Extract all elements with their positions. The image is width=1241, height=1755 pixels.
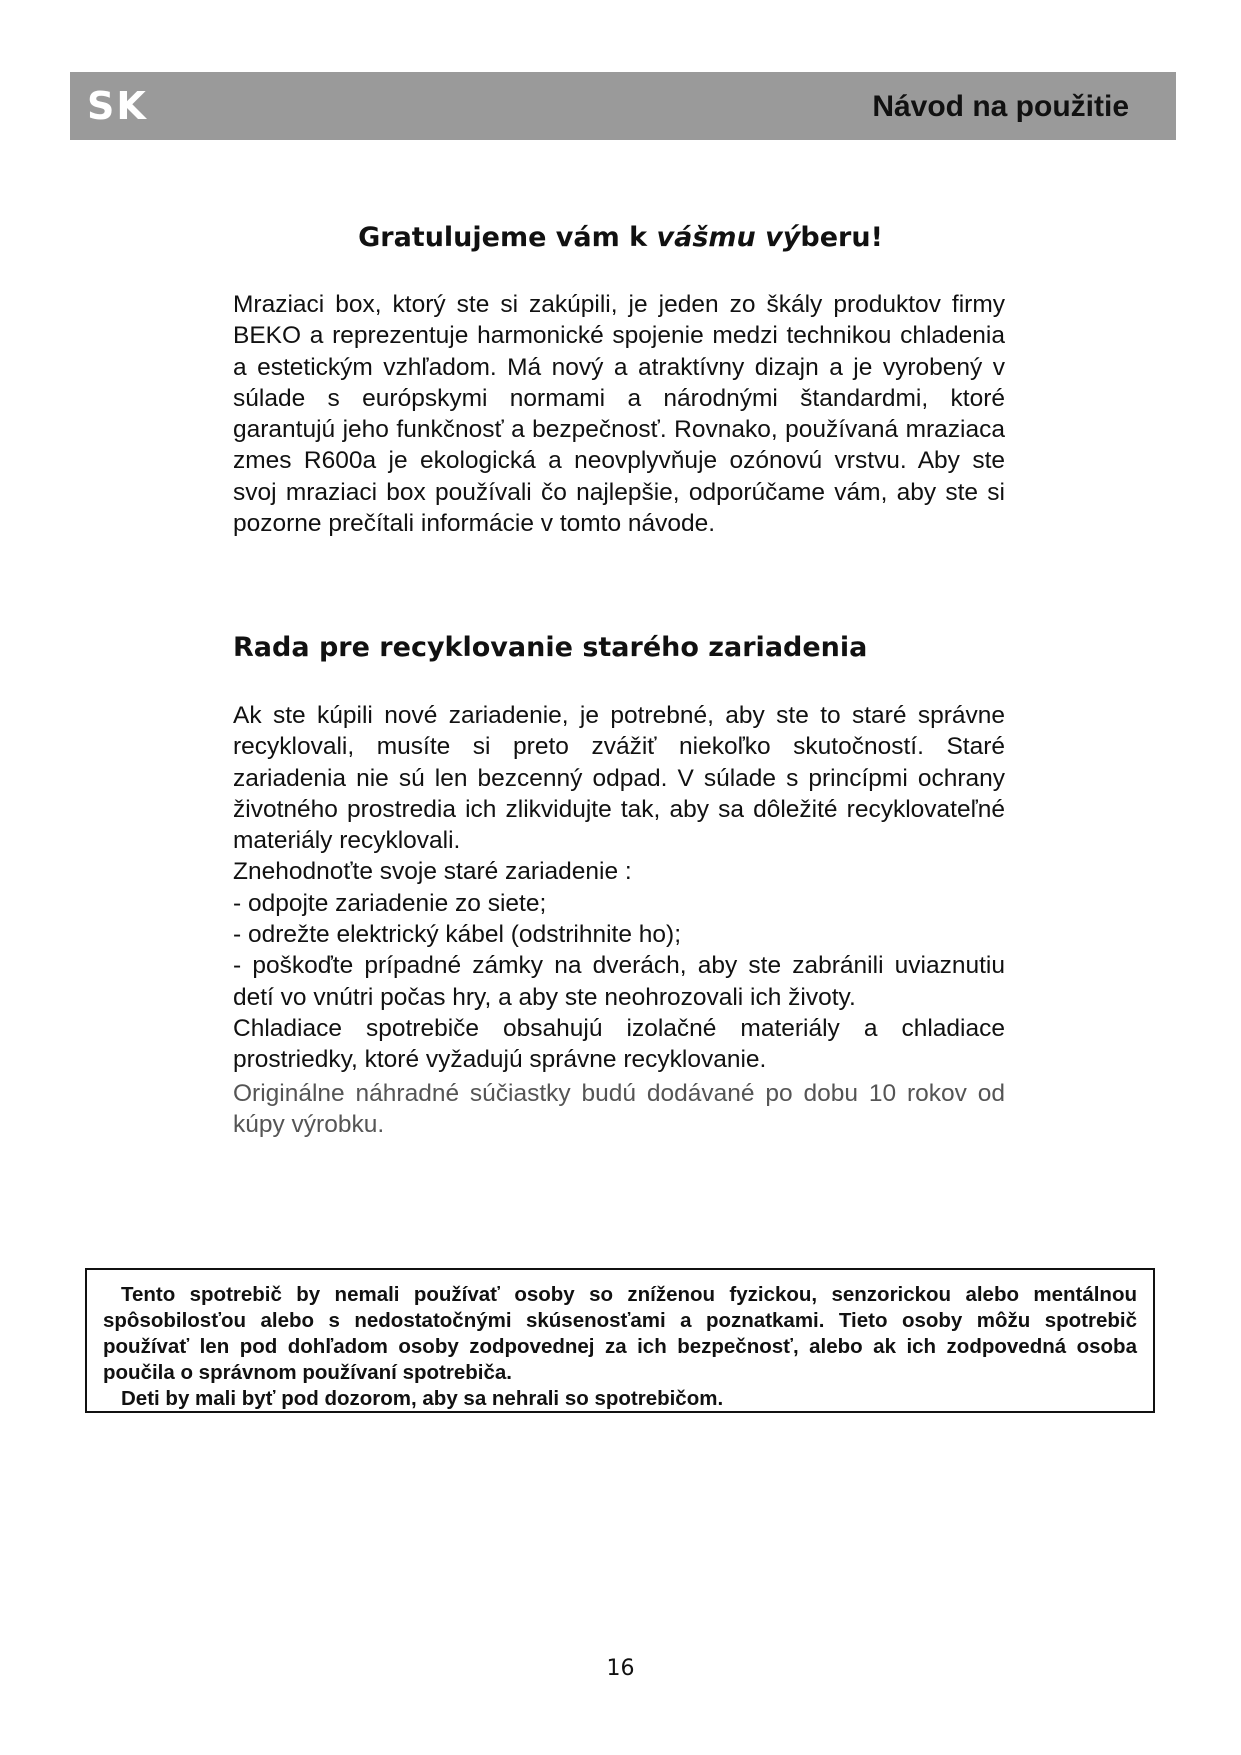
- congratulations-heading: Gratulujeme vám k vášmu výberu!: [358, 222, 883, 253]
- safety-warning-box: [85, 1268, 1155, 1413]
- insulation-paragraph: Chladiace spotrebiče obsahujú izolačné materiály a chladiace prostriedky, ktoré vyžadujú správne recyklovanie.: [233, 1014, 1005, 1074]
- list-item: - poškoďte prípadné zámky na dverách, aby ste zabránili uviaznutiu detí vo vnútri počas hry, a aby ste neohrozovali ich životy.: [233, 952, 1005, 1011]
- page-header: [70, 72, 1176, 140]
- intro-paragraph: Mraziaci box, ktorý ste si zakúpili, je jeden zo škály produktov firmy BEKO a reprezentuje harmonické spojenie medzi technikou chladenia a estetickým vzhľadom. Má nový a atraktívny dizajn a je vyrobený v súlade s európskymi normami a národnými štandardmi, ktoré garantujú jeho funkčnosť a bezpečnosť. Rovnako, používaná mraziaca zmes R600a je ekologická a neovplyvňuje ozónovú vrstvu. Aby ste svoj mraziaci box používali čo najlepšie, odporúčame vám, aby ste si pozorne prečítali informácie v tomto návode.: [233, 291, 1005, 538]
- list-item: - odrežte elektrický kábel (odstrihnite ho);: [233, 921, 681, 949]
- header-title: Návod na použitie: [872, 90, 1129, 123]
- recycling-section: [233, 700, 1005, 1140]
- recycling-heading: Rada pre recyklovanie starého zariadenia: [233, 632, 868, 663]
- children-warning: Deti by mali byť pod dozorom, aby sa nehrali so spotrebičom.: [121, 1387, 724, 1410]
- list-item: - odpojte zariadenie zo siete;: [233, 889, 547, 917]
- recycling-paragraph: Ak ste kúpili nové zariadenie, je potrebné, aby ste to staré správne recyklovali, musíte si preto zvážiť niekoľko skutočností. Staré zariadenia nie sú len bezcenný odpad. V súlade s princípmi ochrany životného prostredia ich zlikvidujte tak, aby sa dôležité recyklovateľné materiály recyklovali.: [233, 702, 1005, 855]
- page-number: 16: [606, 1656, 635, 1681]
- warning-paragraph: Tento spotrebič by nemali používať osoby so zníženou fyzickou, senzorickou alebo mentálnou spôsobilosťou alebo s nedostatočnými skúsenosťami a poznatkami. Tieto osoby môžu spotrebič používať len pod dohľadom osoby zodpovednej za ich bezpečnosť, alebo ak ich zodpovedná osoba poučila o správnom používaní spotrebiča.: [103, 1283, 1137, 1384]
- language-code: SK: [87, 84, 148, 128]
- disable-instruction: Znehodnoťte svoje staré zariadenie :: [233, 858, 632, 886]
- spare-parts-note: Originálne náhradné súčiastky budú dodávané po dobu 10 rokov od kúpy výrobku.: [233, 1079, 1005, 1138]
